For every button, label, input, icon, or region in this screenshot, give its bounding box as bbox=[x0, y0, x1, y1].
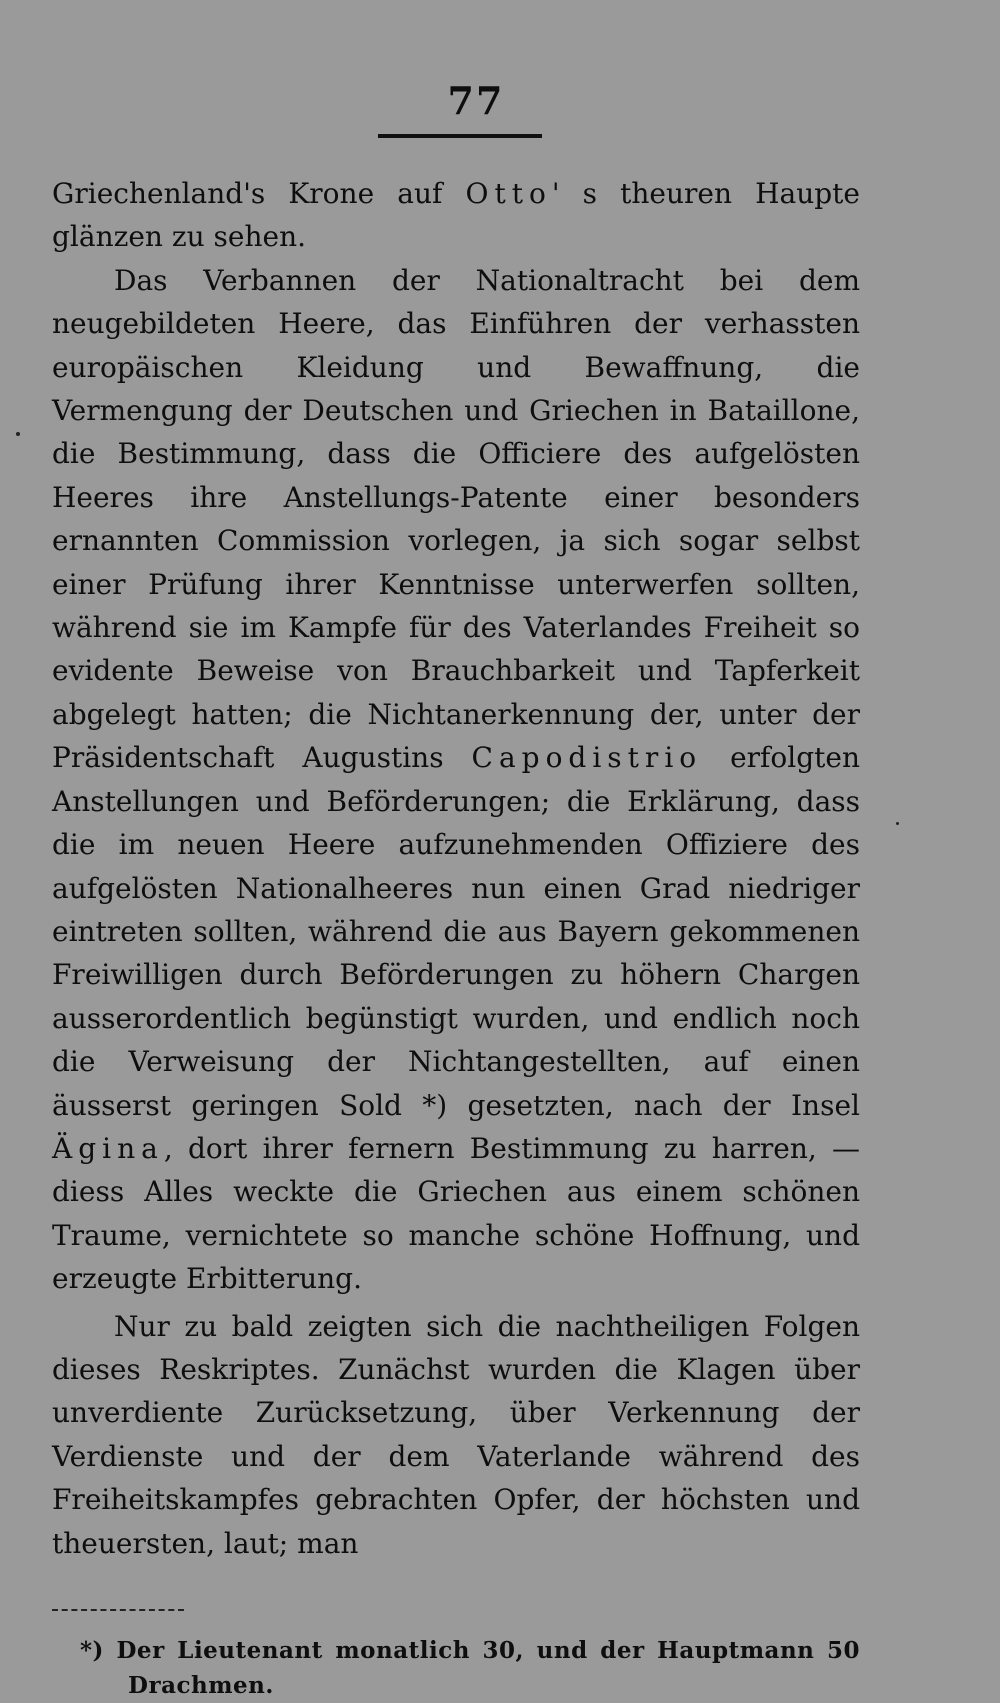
body-text bbox=[52, 172, 860, 1565]
text-segment: erfolgten Anstellungen und Beförderungen; die Erklärung, dass die im neuen Heere aufzunehmenden Offiziere des aufgelösten Nationalheeres nun einen Grad niedriger eintreten sollten, während die aus Bayern gekommenen Freiwilligen durch Beförderungen zu höhern Chargen ausserordentlich begünstigt wurden, und endlich noch die Verweisung der Nichtangestellten, auf einen äusserst geringen Sold *) gesetzten, nach der Insel bbox=[52, 741, 861, 1122]
page-number: 77 bbox=[447, 78, 505, 123]
text-segment: , dort ihrer fernern Bestimmung zu harren, — diess Alles weckte die Griechen aus einem schönen Traume, vernichtete so manche schöne Hoffnung, und erzeugte Erbitterung. bbox=[52, 1131, 860, 1296]
text-segment: Griechenland's Krone auf bbox=[52, 177, 466, 210]
footnote: *) Der Lieutenant monatlich 30, und der Hauptmann 50 Drachmen. bbox=[80, 1637, 860, 1699]
text-segment: Das Verbannen der Nationaltracht bei dem neugebildeten Heere, das Einführen der verhassten europäischen Kleidung und Bewaffnung, die Vermengung der Deutschen und Griechen in Bataillone, die Bestimmung, dass die Officiere des aufgelösten Heeres ihre Anstellungs-Patente einer besonders ernannten Commission vorlegen, ja sich sogar selbst einer Prüfung ihrer Kenntnisse unterwerfen sollten, während sie im Kampfe für des Vaterlandes Freiheit so evidente Beweise von Brauchbarkeit und Tapferkeit abgelegt hatten; die Nichtanerkennung der, unter der Präsidentschaft Augustins bbox=[52, 263, 860, 775]
margin-speck bbox=[896, 822, 899, 825]
paragraph-continued bbox=[52, 172, 860, 259]
margin-speck bbox=[16, 432, 20, 436]
spaced-name-otto: Otto bbox=[465, 177, 552, 210]
header-rule bbox=[378, 134, 542, 138]
footnote-rule bbox=[52, 1609, 184, 1611]
spaced-name-capodistrio: Capodistrio bbox=[471, 741, 703, 775]
book-page bbox=[52, 78, 860, 1703]
text-segment: ' s theuren Haupte glänzen zu sehen. bbox=[52, 177, 860, 254]
text-segment: Nur zu bald zeigten sich die nachtheiligen Folgen dieses Reskriptes. Zunächst wurden die Klagen über unverdiente Zurücksetzung, über Verkennung der Verdienste und der dem Vaterlande während des Freiheitskampfes gebrachten Opfer, der höchsten und theuersten, laut; man bbox=[52, 1309, 860, 1560]
paragraph bbox=[52, 259, 860, 1301]
spaced-name-aegina: Ägina bbox=[52, 1131, 164, 1165]
paragraph bbox=[52, 1305, 860, 1565]
